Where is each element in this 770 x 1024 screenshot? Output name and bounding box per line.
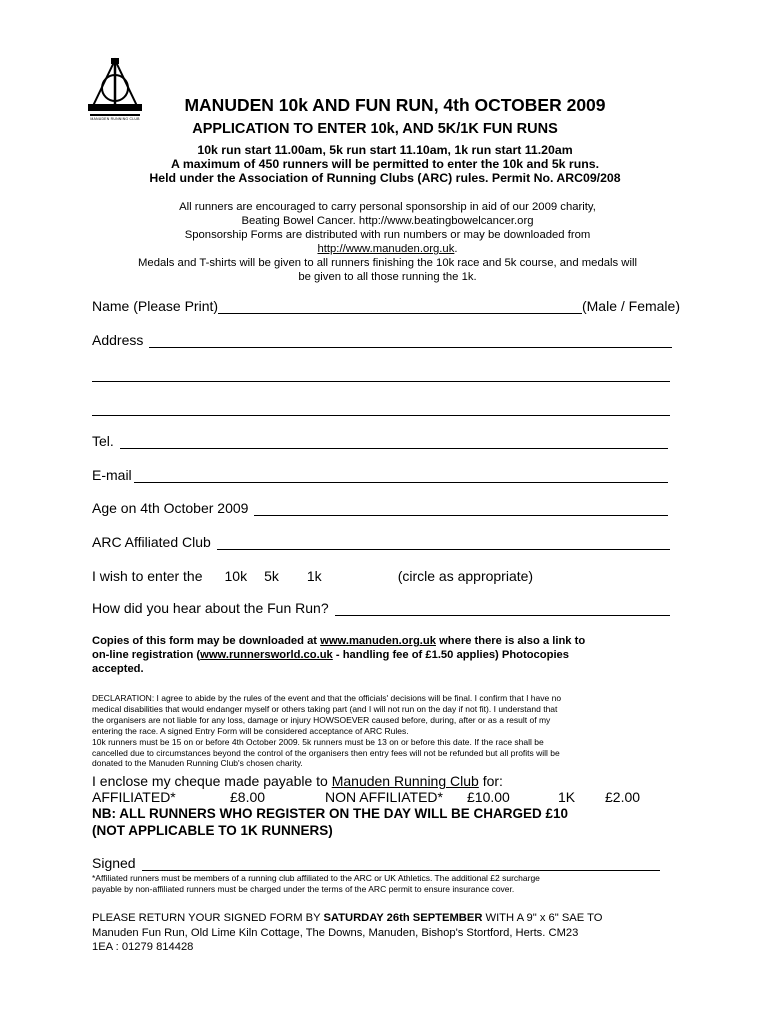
circle-note: (circle as appropriate): [397, 568, 534, 584]
name-input[interactable]: [218, 299, 582, 314]
affiliated-fee: £8.00: [230, 789, 266, 805]
address-input-line2[interactable]: [92, 380, 670, 382]
tel-input[interactable]: [120, 434, 668, 449]
return-address: Manuden Fun Run, Old Lime Kiln Cottage, The Downs, Manuden, Bishop's Stortford, Herts. CM23: [92, 926, 579, 939]
sponsorship-link-line: http://www.manuden.org.uk.: [317, 243, 458, 255]
runnersworld-link[interactable]: www.runnersworld.co.uk: [200, 649, 333, 661]
race-choice-row: [92, 568, 672, 584]
arc-rules: Held under the Association of Running Clubs (ARC) rules. Permit No. ARC09/208: [149, 171, 621, 185]
club-input[interactable]: [217, 535, 670, 550]
gender-label[interactable]: (Male / Female): [581, 298, 680, 314]
email-field: [92, 467, 668, 483]
payee-name: Manuden Running Club: [331, 773, 479, 789]
fee-row: [92, 789, 672, 805]
signature-input[interactable]: [142, 856, 660, 871]
hear-field: [92, 600, 670, 616]
enter-label: I wish to enter the: [92, 568, 203, 584]
manuden-link[interactable]: http://www.manuden.org.uk: [317, 243, 455, 255]
email-label: E-mail: [92, 467, 132, 483]
logo-text: MANUDEN RUNNING CLUB: [90, 117, 140, 121]
address-field: [92, 332, 672, 348]
start-times: 10k run start 11.00am, 5k run start 11.10am, 1k run start 11.20am: [197, 143, 573, 157]
declaration: DECLARATION: I agree to abide by the rules of the event and that the officials' decisions will be final. I confirm that I have no medical disabilities that would endanger myself or others taking part (and I will not run on the day if not fit). I understand that the organisers are not liable for any loss, damage or injury HOWSOEVER caused before, during, after or as a result of my entering the race. A signed Entry Form will be considered acceptance of ARC Rules. 10k runners must be 15 on or before 4th October 2009. 5k runners must be 13 on or before this date. If the race shall be cancelled due to circumstances beyond the control of the organisers then entry fees will not be refunded but all profits will be donated to the Manuden Running Club's chosen charity.: [92, 693, 562, 769]
club-field: [92, 534, 670, 550]
charity-line2: Beating Bowel Cancer. http://www.beatingbowelcancer.org: [241, 215, 534, 227]
race-option-1k[interactable]: 1k: [306, 568, 322, 584]
affiliation-note: *Affiliated runners must be members of a running club affiliated to the ARC or UK Athletics. The additional £2 surcharge payable by non-affiliated runners must be charged under the terms of the ARC permit to ensure insurance cover.: [92, 873, 540, 894]
age-input[interactable]: [254, 501, 668, 516]
return-instructions: PLEASE RETURN YOUR SIGNED FORM BY SATURDAY 26th SEPTEMBER WITH A 9" x 6" SAE TO Manuden Fun Run, Old Lime Kiln Cottage, The Downs, Manuden, Bishop's Stortford, Herts. CM23 1EA : 01279 814428: [92, 912, 603, 953]
non-affiliated-label: NON AFFILIATED*: [325, 789, 443, 805]
return-deadline: SATURDAY 26th SEPTEMBER: [323, 912, 483, 924]
enclose-line: I enclose my cheque made payable to Manuden Running Club for:: [92, 773, 503, 789]
tel-label: Tel.: [92, 433, 114, 449]
nb-line2: (NOT APPLICABLE TO 1K RUNNERS): [92, 823, 333, 838]
address-input-line1[interactable]: [149, 333, 672, 348]
non-affiliated-fee: £10.00: [467, 789, 510, 805]
hear-label: How did you hear about the Fun Run?: [92, 600, 329, 616]
page-subtitle: APPLICATION TO ENTER 10k, AND 5K/1K FUN RUNS: [192, 121, 558, 137]
hear-input[interactable]: [335, 601, 670, 616]
download-link[interactable]: www.manuden.org.uk: [320, 635, 436, 647]
nb-line1: NB: ALL RUNNERS WHO REGISTER ON THE DAY WILL BE CHARGED £10: [92, 806, 569, 821]
charity-line1: All runners are encouraged to carry personal sponsorship in aid of our 2009 charity,: [179, 201, 596, 213]
tel-field: [92, 433, 668, 449]
address-label: Address: [92, 332, 144, 348]
medals-line2: be given to all those running the 1k.: [298, 271, 477, 283]
name-field: [92, 298, 680, 314]
address-input-line3[interactable]: [92, 414, 670, 416]
race-option-10k[interactable]: 10k: [224, 568, 248, 584]
page-title: MANUDEN 10k AND FUN RUN, 4th OCTOBER 2009: [184, 95, 606, 115]
k1-label: 1K: [558, 789, 576, 805]
k1-fee: £2.00: [605, 789, 641, 805]
return-contact: 1EA : 01279 814428: [92, 941, 194, 953]
age-field: [92, 500, 668, 516]
runner-limit: A maximum of 450 runners will be permitted to enter the 10k and 5k runs.: [170, 157, 599, 171]
race-option-5k[interactable]: 5k: [264, 568, 279, 584]
signature-label: Signed: [92, 855, 136, 871]
copies-note: Copies of this form may be downloaded at www.manuden.org.uk where there is also a link to on-line registration (www.runnersworld.co.uk - handling fee of £1.50 applies) Photocopies accepted.: [92, 635, 586, 675]
medals-line1: Medals and T-shirts will be given to all runners finishing the 10k race and 5k course, and medals will: [138, 257, 637, 269]
sponsorship-line: Sponsorship Forms are distributed with run numbers or may be downloaded from: [184, 229, 591, 241]
email-input[interactable]: [134, 468, 668, 483]
signature-field: [92, 855, 660, 871]
name-label: Name (Please Print): [92, 298, 219, 314]
age-label: Age on 4th October 2009: [92, 500, 249, 516]
club-label: ARC Affiliated Club: [92, 534, 211, 550]
affiliated-label: AFFILIATED*: [92, 789, 176, 805]
